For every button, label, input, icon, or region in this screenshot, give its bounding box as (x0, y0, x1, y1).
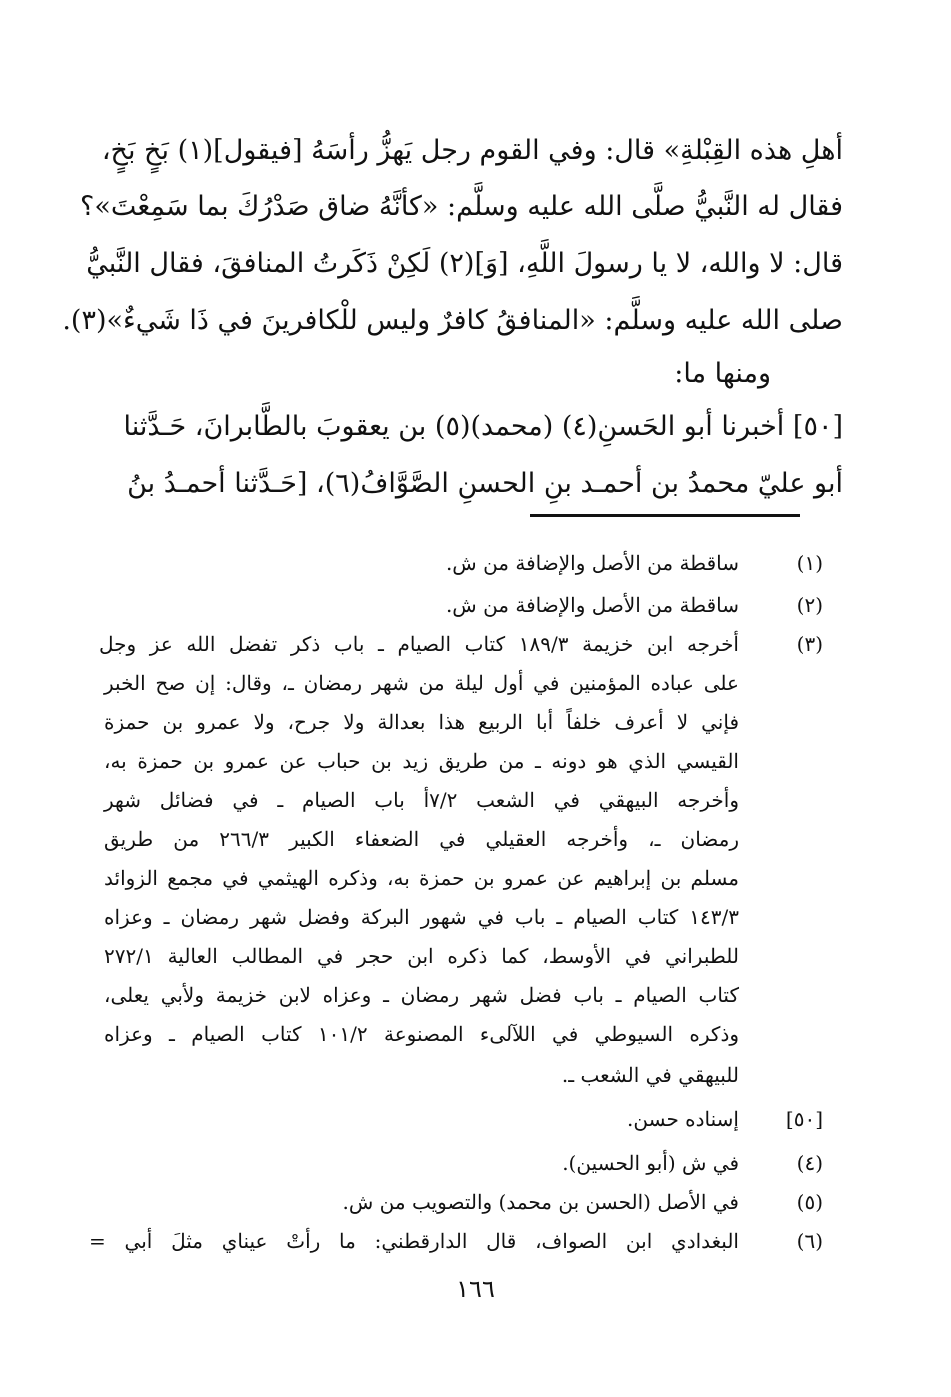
main-text-line: أبو عليّ محمدُ بن أحمـد بنِ الحسنِ الصَّوَّافُ(٦)، [حَـدَّثنا أحمـدُ بنُ (127, 468, 843, 499)
main-text-line: قال: لا والله، لا يا رسولَ اللَّهِ، [وَ](٢) لَكِنْ ذَكَرتُ المنافقَ، فقال النَّبيُّ (86, 248, 843, 279)
footnote-text: على عباده المؤمنين في أول ليلة من شهر رمضان ـ، وقال: إن صح الخبر (104, 671, 739, 695)
footnote-text: في الأصل (الحسن بن محمد) والتصويب من ش. (342, 1190, 739, 1214)
main-text-line: [٥٠] أخبرنا أبو الحَسنِ(٤) (محمد)(٥) بن يعقوبَ بالطَّابرانَ، حَـدَّثنا (123, 411, 843, 442)
main-text-line: فقال له النَّبيُّ صلَّى الله عليه وسلَّم: «كأنَّهُ ضاق صَدْرُكَ بما سَمِعْتَ»؟ (80, 191, 843, 222)
footnote-text: ١٤٣/٣ كتاب الصيام ـ باب في شهور البركة وفضل شهر رمضان ـ وعزاه (104, 905, 739, 929)
footnote-text: أخرجه ابن خزيمة ١٨٩/٣ كتاب الصيام ـ باب ذكر تفضل الله عز وجل (99, 632, 739, 656)
footnote-number: [٥٠] (785, 1107, 823, 1131)
footnote-text: ساقطة من الأصل والإضافة من ش. (445, 593, 739, 617)
main-text-line: أهلِ هذه القِبْلةِ» قال: وفي القوم رجل يَهزُّ رأسَهُ [فيقول](١) بَخٍ بَخٍ، (101, 135, 843, 166)
footnote-separator (530, 514, 800, 517)
footnote-number: (٦) (796, 1229, 823, 1253)
footnote-text: القيسي الذي هو دونه ـ من طريق زيد بن حباب عن عمرو بن حمزة به، (104, 749, 739, 773)
main-text-line: صلى الله عليه وسلَّم: «المنافقُ كافرٌ وليس للْكافرينَ في ذَا شَيءٌ»(٣). (62, 305, 843, 336)
footnote-text: ساقطة من الأصل والإضافة من ش. (445, 551, 739, 575)
footnote-number: (٢) (796, 593, 823, 617)
footnote-text: للطبراني في الأوسط، كما ذكره ابن حجر في المطالب العالية ٢٧٢/١ (104, 944, 739, 968)
page-number: ١٦٦ (456, 1275, 495, 1303)
footnote-number: (٤) (796, 1151, 823, 1175)
main-text-line: ومنها ما: (674, 358, 771, 389)
footnote-number: (١) (796, 551, 823, 575)
footnote-text: للبيهقي في الشعب ـ. (561, 1063, 739, 1087)
footnote-text: وذكره السيوطي في اللآلىء المصنوعة ١٠١/٢ كتاب الصيام ـ وعزاه (104, 1022, 740, 1046)
footnote-text: في ش (أبو الحسين). (562, 1151, 739, 1175)
footnote-text: وأخرجه البيهقي في الشعب ٧/٢أ باب الصيام ـ في فضائل شهر (104, 788, 739, 812)
footnote-text: رمضان ـ، وأخرجه العقيلي في الضعفاء الكبير ٢٦٦/٣ من طريق (104, 827, 740, 851)
footnote-text: فإني لا أعرف خلفاً أبا الربيع هذا بعدالة ولا جرح، ولا عمرو بن حمزة (104, 710, 739, 734)
footnote-text: مسلم بن إبراهيم عن عمرو بن حمزة به، وذكره الهيثمي في مجمع الزوائد (104, 866, 739, 890)
footnote-number: (٥) (796, 1190, 823, 1214)
footnote-number: (٣) (796, 632, 823, 656)
footnote-text: كتاب الصيام ـ باب فضل شهر رمضان ـ وعزاه لابن خزيمة ولأبي يعلى، (104, 983, 739, 1007)
footnote-text: إسناده حسن. (627, 1107, 739, 1131)
footnote-text: البغدادي ابن الصواف، قال الدارقطني: ما رأتْ عيناي مثلَ أبي = (89, 1229, 739, 1253)
